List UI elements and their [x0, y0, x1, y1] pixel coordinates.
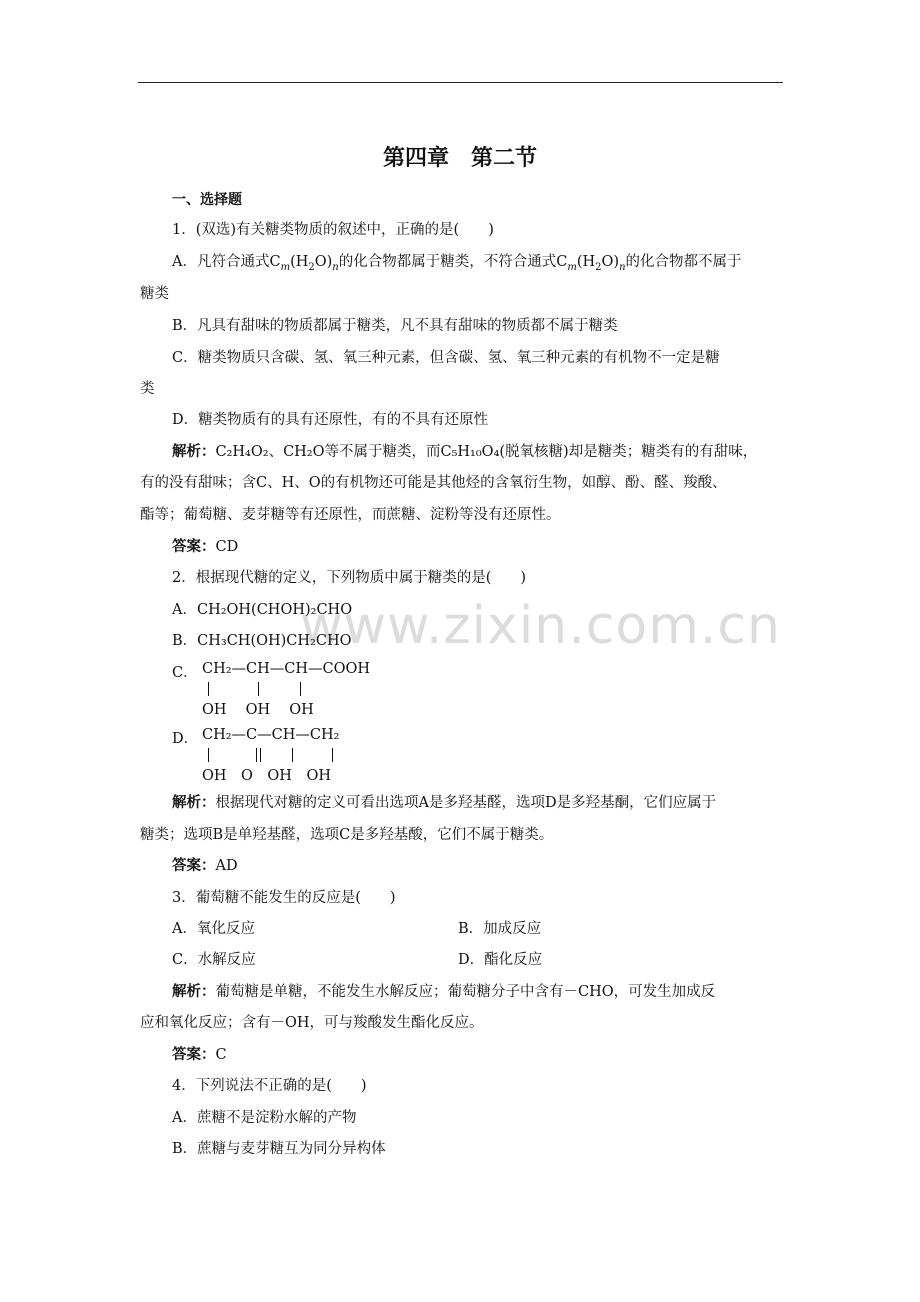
- q2-option-b: B．CH₃CH(OH)CH₂CHO: [172, 633, 352, 649]
- q2-option-d-chain: CH₂—C—CH—CH₂: [202, 727, 340, 743]
- bond-line: [332, 748, 333, 762]
- q2-option-a: A．CH₂OH(CHOH)₂CHO: [172, 602, 353, 618]
- header-rule: [138, 82, 783, 83]
- q3-explanation-line1: 解析：葡萄糖是单糖，不能发生水解反应；葡萄糖分子中含有－CHO，可发生加成反: [172, 984, 716, 1000]
- q3-stem: 3．葡萄糖不能发生的反应是( ): [172, 890, 396, 906]
- double-bond: [256, 748, 261, 762]
- q1-option-a-cont: 糖类: [140, 286, 169, 302]
- q2-option-d-groups: OH O OH OH: [202, 768, 331, 784]
- q3-options-row1: [172, 919, 812, 939]
- q3-answer: 答案：C: [172, 1047, 227, 1063]
- q1-stem: 1．(双选)有关糖类物质的叙述中，正确的是( ): [172, 222, 494, 238]
- q2-option-c-groups: OH OH OH: [202, 702, 314, 718]
- bond-line: [208, 748, 209, 762]
- q4-option-a: A．蔗糖不是淀粉水解的产物: [172, 1110, 357, 1126]
- q1-option-a: A．凡符合通式$C_m(H_2O)_n$的化合物都属于糖类，不符合通式$C_m(H_2O)_n$的化合物都不属于: [172, 254, 742, 273]
- q2-answer: 答案：AD: [172, 858, 238, 874]
- q2-explanation-line2: 糖类；选项B是单羟基醛，选项C是多羟基酸，它们不属于糖类。: [140, 827, 554, 843]
- q3-explanation-line2: 应和氧化反应；含有－OH，可与羧酸发生酯化反应。: [140, 1015, 484, 1031]
- page-title: 第四章 第二节: [382, 146, 537, 171]
- section-heading: 一、选择题: [172, 192, 242, 208]
- q3-option-b: B．加成反应: [458, 921, 542, 937]
- bond-line: [258, 682, 259, 696]
- bond-line: [208, 682, 209, 696]
- q1-explanation-line2: 有的没有甜味；含C、H、O的有机物还可能是其他烃的含氧衍生物，如醇、酚、醛、羧酸、: [140, 475, 727, 491]
- q2-option-c-label: C．: [172, 665, 198, 681]
- q4-stem: 4．下列说法不正确的是( ): [172, 1078, 367, 1094]
- q1-option-c: C．糖类物质只含碳、氢、氧三种元素，但含碳、氢、氧三种元素的有机物不一定是糖: [172, 350, 720, 366]
- q1-option-b: B．凡具有甜味的物质都属于糖类，凡不具有甜味的物质都不属于糖类: [172, 318, 618, 334]
- watermark: www.zixin.com.cn: [300, 596, 781, 656]
- q3-option-d: D．酯化反应: [458, 952, 543, 968]
- q2-option-c-chain: CH₂—CH—CH—COOH: [202, 661, 371, 677]
- q4-option-b: B．蔗糖与麦芽糖互为同分异构体: [172, 1141, 386, 1157]
- q3-option-a: A．氧化反应: [172, 921, 255, 937]
- bond-line: [300, 682, 301, 696]
- bond-line: [292, 748, 293, 762]
- q1-answer: 答案：CD: [172, 539, 239, 555]
- q2-explanation-line1: 解析：根据现代对糖的定义可看出选项A是多羟基醛，选项D是多羟基酮，它们应属于: [172, 795, 717, 811]
- q2-stem: 2．根据现代糖的定义，下列物质中属于糖类的是( ): [172, 570, 527, 586]
- q3-option-c: C．水解反应: [172, 952, 256, 968]
- q1-explanation-line1: 解析：C₂H₄O₂、CH₂O等不属于糖类，而C₅H₁₀O₄(脱氧核糖)却是糖类；糖类有的有甜味，: [172, 444, 758, 460]
- q3-options-row2: [172, 950, 812, 970]
- q1-explanation-line3: 酯等；葡萄糖、麦芽糖等有还原性，而蔗糖、淀粉等没有还原性。: [140, 507, 561, 523]
- q1-option-d: D．糖类物质有的具有还原性，有的不具有还原性: [172, 412, 489, 428]
- q1-option-c-cont: 类: [140, 381, 155, 397]
- q2-option-d-label: D．: [172, 731, 199, 747]
